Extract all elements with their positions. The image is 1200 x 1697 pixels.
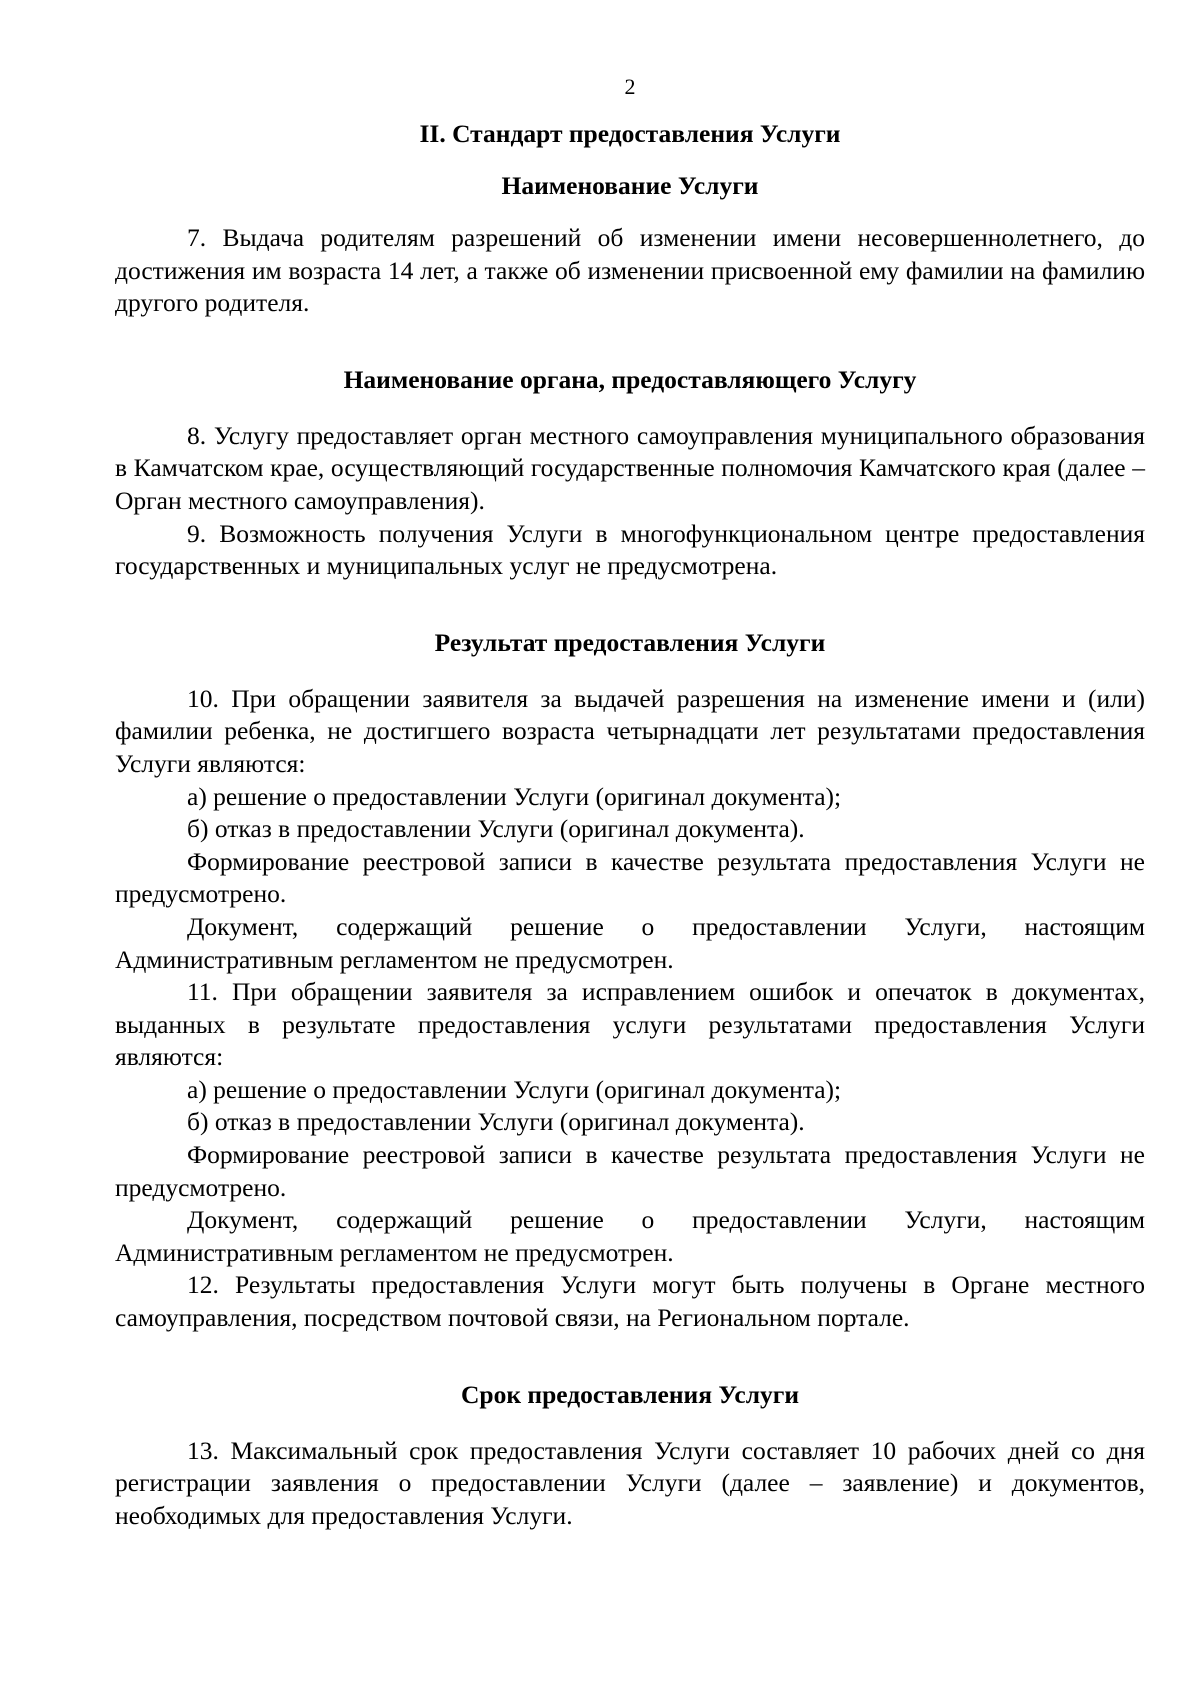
page-number: 2 (624, 74, 636, 99)
paragraph-11-a: а) решение о предоставлении Услуги (оригинал документа); (187, 1074, 842, 1104)
document-page (115, 0, 1145, 1697)
section-heading-authority: Наименование органа, предоставляющего Услугу (343, 364, 917, 394)
document-content (115, 118, 1145, 1532)
paragraph-11-document: Документ, содержащий решение о предоставлении Услуги, настоящим Административным регламентом не предусмотрен. (115, 1205, 1145, 1267)
paragraph-8: 8. Услугу предоставляет орган местного самоуправления муниципального образования в Камчатском крае, осуществляющий государственные полномочия Камчатского края (далее – Орган местного самоуправления). (115, 420, 1145, 515)
section-heading-term: Срок предоставления Услуги (460, 1379, 800, 1409)
section-heading-result: Результат предоставления Услуги (434, 627, 826, 657)
paragraph-12: 12. Результаты предоставления Услуги могут быть получены в Органе местного самоуправления, посредством почтовой связи, на Региональном портале. (115, 1270, 1145, 1333)
paragraph-11: 11. При обращении заявителя за исправлением ошибок и опечаток в документах, выданных в результате предоставления услуги результатами предоставления Услуги являются: (115, 977, 1145, 1072)
chapter-heading: II. Стандарт предоставления Услуги (419, 119, 841, 148)
paragraph-11-b: б) отказ в предоставлении Услуги (оригинал документа). (187, 1107, 805, 1137)
paragraph-7: 7. Выдача родителям разрешений об изменении имени несовершеннолетнего, до достижения им возраста 14 лет, а также об изменении присвоенной ему фамилии на фамилию другого родителя. (115, 223, 1145, 318)
section-heading-service-name: Наименование Услуги (501, 171, 759, 200)
paragraph-10-document: Документ, содержащий решение о предоставлении Услуги, настоящим Административным регламентом не предусмотрен. (115, 911, 1145, 974)
paragraph-13: 13. Максимальный срок предоставления Услуги составляет 10 рабочих дней со дня регистрации заявления о предоставлении Услуги (далее – заявление) и документов, необходимых для предоставления Услуги. (115, 1435, 1145, 1530)
paragraph-9: 9. Возможность получения Услуги в многофункциональном центре предоставления государственных и муниципальных услуг не предусмотрена. (115, 518, 1145, 581)
paragraph-10-registry: Формирование реестровой записи в качестве результата предоставления Услуги не предусмотрено. (115, 846, 1145, 909)
paragraph-10: 10. При обращении заявителя за выдачей разрешения на изменение имени и (или) фамилии ребенка, не достигшего возраста четырнадцати лет результатами предоставления Услуги являются: (115, 683, 1145, 778)
paragraph-10-b: б) отказ в предоставлении Услуги (оригинал документа). (187, 814, 805, 844)
paragraph-11-registry: Формирование реестровой записи в качестве результата предоставления Услуги не предусмотрено. (115, 1140, 1145, 1202)
paragraph-10-a: а) решение о предоставлении Услуги (оригинал документа); (187, 781, 842, 811)
